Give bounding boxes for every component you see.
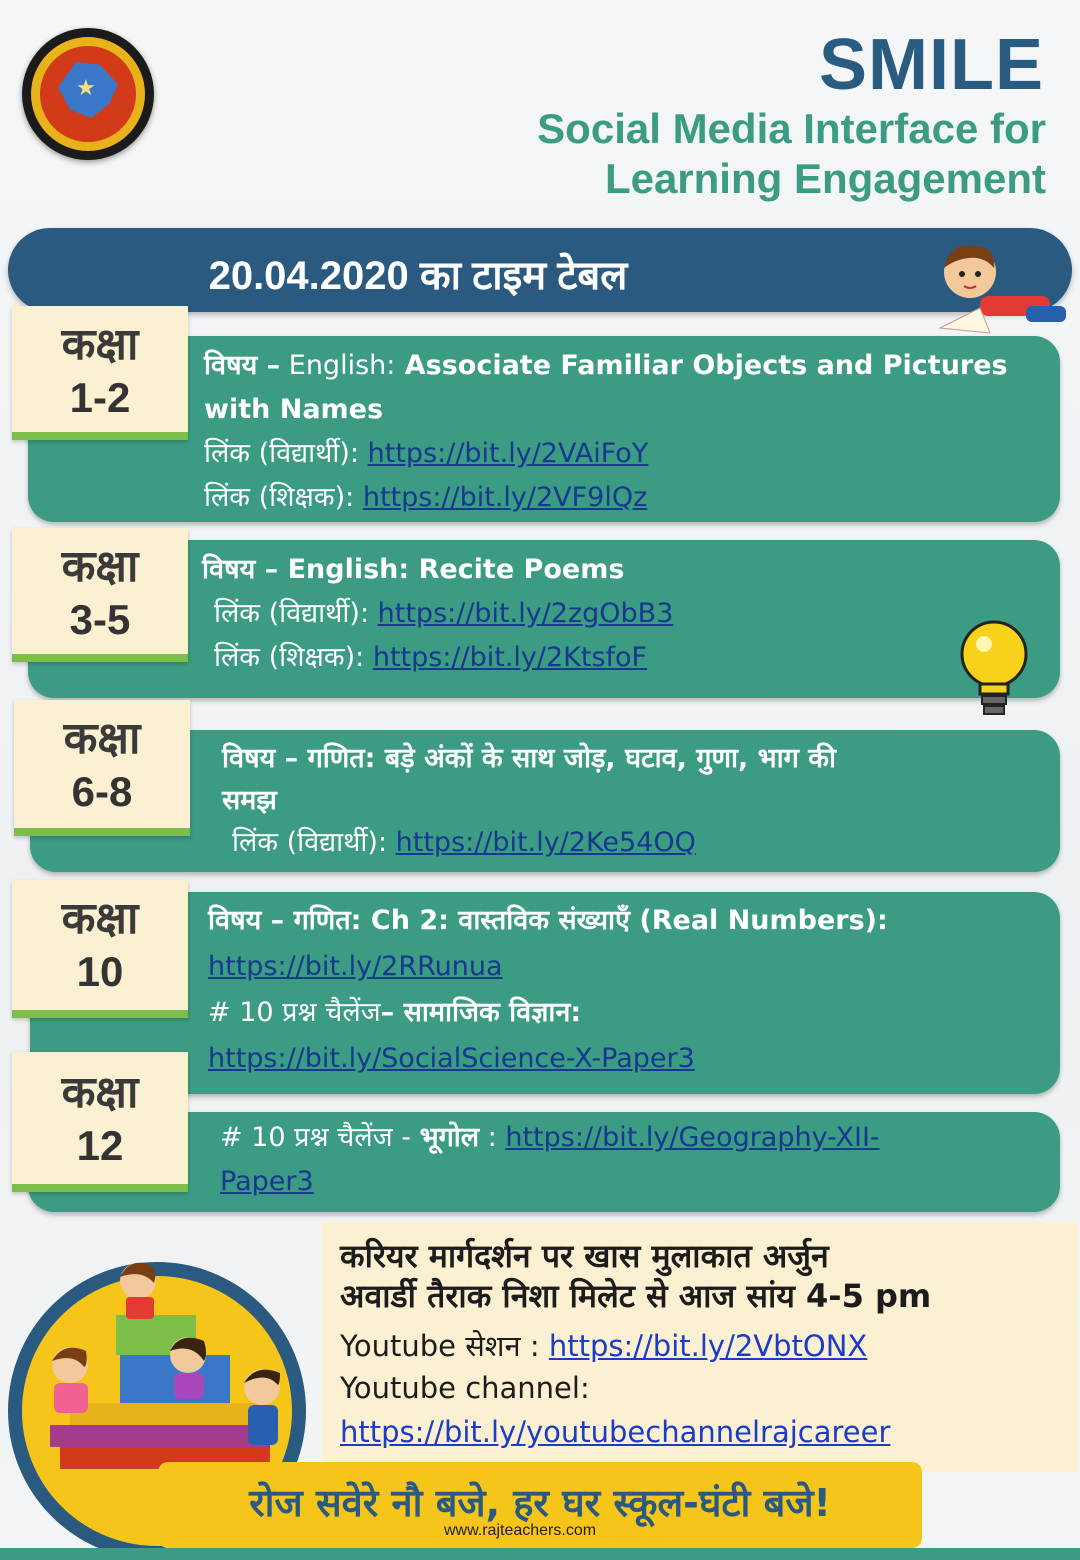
class-12-tab bbox=[12, 1052, 188, 1192]
teacher-link-label: लिंक (शिक्षक): bbox=[204, 482, 355, 513]
student-link-label: लिंक (विद्यार्थी): bbox=[204, 438, 360, 469]
grade-number: 10 bbox=[76, 948, 124, 995]
subtitle-line-2: Learning Engagement bbox=[604, 155, 1046, 202]
teacher-link-label: लिंक (शिक्षक): bbox=[214, 642, 365, 673]
challenge-subject: – सामाजिक विज्ञान: bbox=[380, 997, 582, 1028]
youtube-session-label: Youtube सेशन : bbox=[340, 1329, 540, 1363]
subject-label: विषय – गणित: bbox=[208, 905, 362, 936]
lightbulb-icon bbox=[958, 618, 1030, 718]
subject-title: बड़े अंकों के साथ जोड़, घटाव, गुणा, भाग की bbox=[375, 743, 836, 774]
challenge-label: # 10 प्रश्न चैलेंज - bbox=[220, 1122, 411, 1153]
rajasthan-education-logo: ★ bbox=[22, 28, 154, 160]
grade-number: 6-8 bbox=[71, 768, 133, 815]
grade-number: 1-2 bbox=[69, 374, 131, 421]
kaksha-label: कक्षा bbox=[63, 713, 141, 764]
timetable-title: 20.04.2020 का टाइम टेबल bbox=[208, 254, 628, 298]
youtube-channel-link[interactable]: https://bit.ly/youtubechannelrajcareer bbox=[340, 1415, 891, 1449]
subject-language: English: bbox=[280, 350, 396, 381]
student-link[interactable]: https://bit.ly/2Ke54OQ bbox=[395, 827, 696, 858]
youtube-session-link[interactable]: https://bit.ly/2VbtONX bbox=[548, 1329, 868, 1363]
teacher-link[interactable]: https://bit.ly/2VF9lQz bbox=[362, 482, 648, 513]
geography-link[interactable]: https://bit.ly/Geography-XII- bbox=[505, 1122, 880, 1153]
smile-subtitle bbox=[406, 104, 1046, 204]
subject-label: विषय – गणित: bbox=[222, 743, 376, 774]
subject-title-cont: with Names bbox=[204, 394, 384, 425]
student-link[interactable]: https://bit.ly/2VAiFoY bbox=[367, 438, 649, 469]
youtube-channel-label: Youtube channel: bbox=[340, 1371, 590, 1405]
kids-reading-books-illustration bbox=[30, 1255, 330, 1485]
bottom-bar bbox=[0, 1548, 1080, 1560]
subject-title: Associate Familiar Objects and Pictures bbox=[395, 350, 1008, 381]
class-1-2-tab bbox=[12, 306, 188, 440]
subject-title: – English: Recite Poems bbox=[255, 554, 625, 585]
kaksha-label: कक्षा bbox=[61, 319, 139, 370]
kaksha-label: कक्षा bbox=[61, 893, 139, 944]
kaksha-label: कक्षा bbox=[61, 1067, 139, 1118]
challenge-subject: भूगोल bbox=[419, 1122, 480, 1153]
timetable-banner bbox=[8, 228, 1072, 312]
subtitle-line-1: Social Media Interface for bbox=[537, 105, 1046, 152]
reading-boy-illustration bbox=[930, 238, 1070, 338]
class-10-tab bbox=[12, 880, 188, 1018]
class-12-card: # 10 प्रश्न चैलेंज - भूगोल : https://bit.ly/Geography-XII- Paper3 bbox=[28, 1112, 1060, 1212]
career-heading: करियर मार्गदर्शन पर खास मुलाकात अर्जुन अवार्डी तैराक निशा मिलेट से आज सांय 4-5 pm bbox=[340, 1237, 932, 1315]
math-link[interactable]: https://bit.ly/2RRunua bbox=[208, 951, 503, 982]
student-link-label: लिंक (विद्यार्थी): bbox=[232, 827, 388, 858]
subject-label: विषय – bbox=[204, 350, 281, 381]
class-6-8-tab bbox=[14, 700, 190, 836]
grade-number: 12 bbox=[76, 1122, 124, 1169]
website-url: www.rajteachers.com bbox=[444, 1522, 597, 1539]
youtube-channel-row bbox=[340, 1412, 890, 1452]
social-science-link[interactable]: https://bit.ly/SocialScience-X-Paper3 bbox=[208, 1043, 695, 1074]
geography-link-cont[interactable]: Paper3 bbox=[220, 1166, 314, 1197]
challenge-label: # 10 प्रश्न चैलेंज bbox=[208, 997, 381, 1028]
grade-number: 3-5 bbox=[69, 596, 131, 643]
subject-title-cont: समझ bbox=[222, 785, 277, 816]
smile-title: SMILE bbox=[818, 25, 1044, 105]
slogan-text: रोज सवेरे नौ बजे, हर घर स्कूल-घंटी बजे! bbox=[249, 1481, 831, 1525]
student-link-label: लिंक (विद्यार्थी): bbox=[214, 598, 370, 629]
kaksha-label: कक्षा bbox=[61, 541, 139, 592]
career-guidance-box bbox=[322, 1222, 1078, 1472]
youtube-session-row bbox=[340, 1326, 867, 1366]
student-link[interactable]: https://bit.ly/2zgObB3 bbox=[377, 598, 674, 629]
class-3-5-tab bbox=[12, 528, 188, 662]
subject-label: विषय bbox=[202, 554, 256, 585]
subject-title: Ch 2: वास्तविक संख्याएँ (Real Numbers): bbox=[361, 905, 888, 936]
teacher-link[interactable]: https://bit.ly/2KtsfoF bbox=[372, 642, 648, 673]
